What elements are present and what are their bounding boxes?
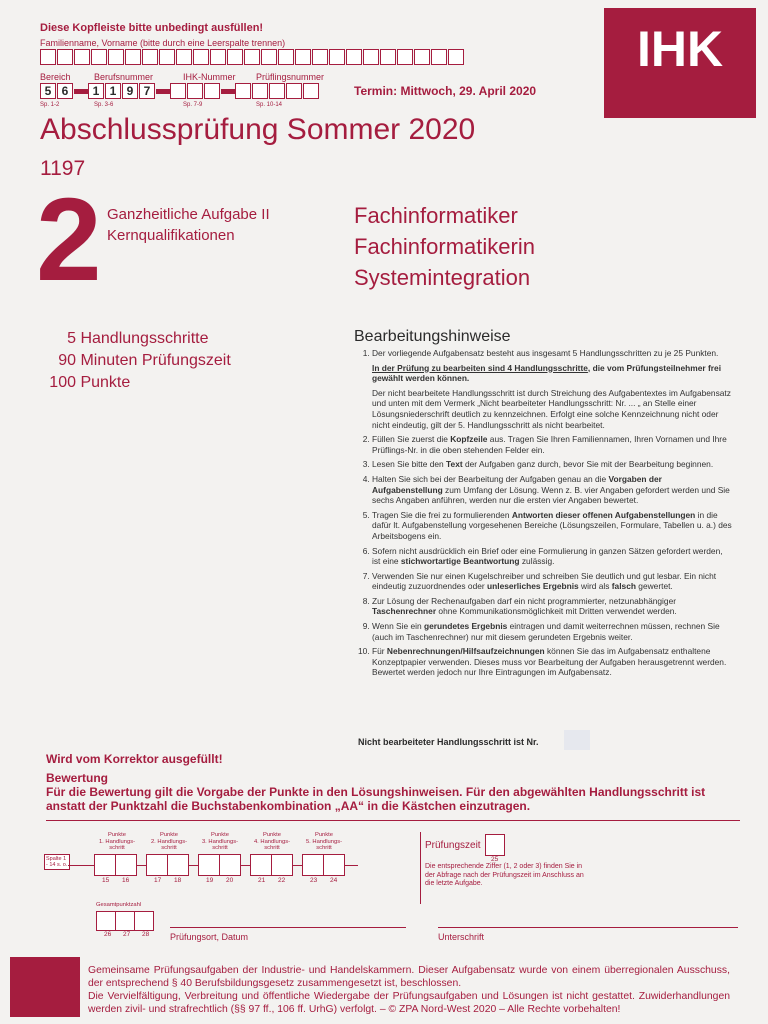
- footer-line: Die Vervielfältigung, Verbreitung und öffentliche Wiedergabe der Prüfungsaufgaben und Lösungen ist nicht gestattet. Zuwiderhandlungen werden zivil- und strafrechtlich (§§ 97 ff., 106 ff. UrhG) verfolgt. – © ZPA Nord-West 2020 – Alle Rechte vorbehalten!: [88, 991, 730, 1015]
- name-char-box[interactable]: [431, 49, 447, 65]
- ihk-label: IHK-Nummer: [183, 72, 236, 82]
- score-box[interactable]: [167, 854, 189, 876]
- step-header: Punkte 2. Handlungs- schritt: [150, 832, 188, 852]
- footer-bar: [10, 957, 80, 1017]
- score-boxes: [94, 854, 364, 878]
- name-char-box[interactable]: [346, 49, 362, 65]
- footer-text: [88, 964, 730, 1016]
- step-header: Punkte 1. Handlungs- schritt: [98, 832, 136, 852]
- bereich-digit[interactable]: 5: [40, 83, 56, 99]
- bereich-digit[interactable]: 6: [57, 83, 73, 99]
- name-char-box[interactable]: [448, 49, 464, 65]
- name-char-box[interactable]: [210, 49, 226, 65]
- col-number: 21: [258, 877, 266, 884]
- ihk-logo: IHK: [604, 8, 756, 118]
- sp-label: Sp. 3-6: [94, 102, 114, 108]
- subject-line: Kernqualifikationen: [107, 227, 235, 244]
- col-number: 18: [174, 877, 182, 884]
- name-char-box[interactable]: [40, 49, 56, 65]
- beruf-digit[interactable]: 7: [139, 83, 155, 99]
- hints-list: [354, 348, 732, 682]
- hint-item: 7. Verwenden Sie nur einen Kugelschreiber und schreiben Sie deutlich und gut lesbar. Ein nicht eindeutig zuzuordnendes oder unleserliches Ergebnis wird als falsch gewertet.: [372, 571, 732, 592]
- not-done-label: Nicht bearbeiteter Handlungsschritt ist Nr.: [358, 737, 539, 747]
- beruf-digit[interactable]: 9: [122, 83, 138, 99]
- beruf-digit[interactable]: 1: [105, 83, 121, 99]
- col-number: 24: [330, 877, 338, 884]
- exam-title: Abschlussprüfung Sommer 2020: [40, 113, 476, 146]
- score-box[interactable]: [146, 854, 168, 876]
- score-box[interactable]: [323, 854, 345, 876]
- step-header: Punkte 3. Handlungs- schritt: [201, 832, 239, 852]
- termin: Termin: Mittwoch, 29. April 2020: [354, 84, 537, 98]
- facts-list: [40, 328, 231, 394]
- ihk-digit[interactable]: [170, 83, 186, 99]
- not-done-field[interactable]: [564, 730, 590, 750]
- hint-item: 5. Tragen Sie die frei zu formulierenden Antworten dieser offenen Aufgabenstellungen in die dafür lt. Aufgabenstellung vorgesehenen Bereiche (Lösungszeilen, Formulare, Tabellen u. a.) des Arbeitsbogens ein.: [372, 510, 732, 542]
- pruef-label: Prüflingsnummer: [256, 72, 325, 82]
- korrektor-heading: Wird vom Korrektor ausgefüllt!: [46, 752, 223, 766]
- name-char-box[interactable]: [380, 49, 396, 65]
- score-box[interactable]: [94, 854, 116, 876]
- gesamt-box[interactable]: [134, 911, 154, 931]
- col-number: 16: [122, 877, 130, 884]
- pruef-digit[interactable]: [235, 83, 251, 99]
- name-char-box[interactable]: [312, 49, 328, 65]
- footer-line: Gemeinsame Prüfungsaufgaben der Industrie- und Handelskammern. Dieser Aufgabensatz wurde von einem überregionalen Ausschuss, der entsprechend § 40 Berufsbildungsgesetz zusammengesetzt ist, beschlossen.: [88, 965, 730, 989]
- bereich-label: Bereich: [40, 72, 71, 82]
- number-fields: [40, 83, 320, 99]
- sp-label: Sp. 7-9: [183, 102, 203, 108]
- hint-item: 8. Zur Lösung der Rechenaufgaben darf ein nicht programmierter, netzunabhängiger Taschenrechner ohne Kommunikationsmöglichkeit mit Dritten verwendet werden.: [372, 596, 732, 617]
- ort-label: Prüfungsort, Datum: [170, 932, 249, 942]
- name-char-box[interactable]: [278, 49, 294, 65]
- name-char-box[interactable]: [227, 49, 243, 65]
- name-label: Familienname, Vorname (bitte durch eine Leerspalte trennen): [40, 38, 286, 48]
- subject-line: Ganzheitliche Aufgabe II: [107, 206, 270, 223]
- profession-line: Fachinformatiker: [354, 203, 518, 228]
- pruefzeit-panel: [420, 832, 591, 904]
- col-number: 25: [491, 856, 499, 863]
- sp-label: Sp. 1-2: [40, 102, 60, 108]
- gesamt-box[interactable]: [96, 911, 116, 931]
- name-char-box[interactable]: [142, 49, 158, 65]
- profession-line: Fachinformatikerin: [354, 234, 535, 259]
- col-number: 15: [102, 877, 110, 884]
- bewertung-text: Für die Bewertung gilt die Vorgabe der Punkte in den Lösungshinweisen. Für den abgewählten Handlungsschritt ist anstatt der Punktzahl die Buchstabenkombination „AA“ in die Kästchen einzutragen.: [46, 785, 706, 813]
- divider: [46, 820, 740, 821]
- hint-item: 3. Lesen Sie bitte den Text der Aufgaben ganz durch, bevor Sie mit der Bearbeitung beginnen.: [372, 459, 732, 470]
- step-header: Punkte 4. Handlungs- schritt: [253, 832, 291, 852]
- hint-item: 9. Wenn Sie ein gerundetes Ergebnis eintragen und damit weiterrechnen müssen, rechnen Sie (auch im Taschenrechner) nur mit diesem gerundeten Ergebnis weiter.: [372, 621, 732, 642]
- big-number: 2: [36, 174, 102, 306]
- step-header: Punkte 5. Handlungs- schritt: [305, 832, 343, 852]
- name-char-box[interactable]: [91, 49, 107, 65]
- col-number: 20: [226, 877, 234, 884]
- pruef-digit[interactable]: [286, 83, 302, 99]
- gesamt-boxes: [96, 911, 162, 931]
- name-char-box[interactable]: [261, 49, 277, 65]
- name-char-box[interactable]: [397, 49, 413, 65]
- sp-label: Sp. 10-14: [256, 102, 283, 108]
- header-instruction: Diese Kopfleiste bitte unbedingt ausfüllen!: [40, 22, 264, 34]
- exam-code: 1197: [40, 157, 86, 180]
- col-number: 19: [206, 877, 214, 884]
- name-char-box[interactable]: [125, 49, 141, 65]
- separator: [74, 83, 88, 99]
- pruef-digit[interactable]: [252, 83, 268, 99]
- separator: [156, 83, 170, 99]
- pruef-digit[interactable]: [303, 83, 319, 99]
- pruefzeit-box[interactable]: [485, 834, 505, 856]
- pruefzeit-text: Die entsprechende Ziffer (1, 2 oder 3) finden Sie in der Abfrage nach der Prüfungszeit im Anschluss an die letzte Aufgabe.: [425, 863, 584, 888]
- unterschrift-line: [438, 927, 738, 928]
- gesamt-box[interactable]: [115, 911, 135, 931]
- col-number: 22: [278, 877, 286, 884]
- name-char-box[interactable]: [176, 49, 192, 65]
- hint-item: 10. Für Nebenrechnungen/Hilfsaufzeichnungen können Sie das im Aufgabensatz enthaltene Konzeptpapier verwenden. Dieses muss vor Bearbeitung der Aufgaben herausgetrennt werden. Bewertet werden jedoch nur Ihre Eintragungen im Aufgabensatz.: [372, 646, 732, 678]
- name-char-box[interactable]: [159, 49, 175, 65]
- ort-line: [170, 927, 406, 928]
- name-char-box[interactable]: [108, 49, 124, 65]
- beruf-digit[interactable]: 1: [88, 83, 104, 99]
- fact-item: 100 Punkte: [49, 374, 131, 391]
- name-char-box[interactable]: [57, 49, 73, 65]
- col-number: 28: [142, 931, 150, 938]
- score-box[interactable]: [250, 854, 272, 876]
- name-char-box[interactable]: [74, 49, 90, 65]
- name-char-box[interactable]: [414, 49, 430, 65]
- pruefzeit-label: Prüfungszeit: [425, 840, 481, 851]
- beruf-label: Berufsnummer: [94, 72, 154, 82]
- fact-item: 90 Minuten Prüfungszeit: [58, 352, 231, 369]
- name-char-box[interactable]: [193, 49, 209, 65]
- col-number: 27: [123, 931, 131, 938]
- gesamt-label: Gesamtpunktzahl: [96, 902, 142, 908]
- score-box[interactable]: [198, 854, 220, 876]
- hints-heading: Bearbeitungshinweise: [354, 328, 511, 345]
- col-number: 26: [104, 931, 112, 938]
- hint-item: 6. Sofern nicht ausdrücklich ein Brief oder eine Formulierung in ganzen Sätzen gefordert werden, ist eine stichwortartige Beantwortung zulässig.: [372, 546, 732, 567]
- profession-line: Systemintegration: [354, 265, 531, 290]
- ihk-digit[interactable]: [204, 83, 220, 99]
- score-box[interactable]: [271, 854, 293, 876]
- col-number: 17: [154, 877, 162, 884]
- ihk-digit[interactable]: [187, 83, 203, 99]
- score-grid: [44, 826, 414, 888]
- name-char-box[interactable]: [363, 49, 379, 65]
- hint-item: 2. Füllen Sie zuerst die Kopfzeile aus. Tragen Sie Ihren Familiennamen, Ihren Vornamen und Ihre Prüflings-Nr. in die oben stehenden Felder ein.: [372, 434, 732, 455]
- hint-item: 1. Der vorliegende Aufgabensatz besteht aus insgesamt 5 Handlungsschritten zu je 25 Punkten. In der Prüfung zu bearbeiten sind 4 Handlungsschritte, die vom Prüfungsteilnehmer frei gewählt werden können. Der nicht bearbeitete Handlungsschritt ist durch Streichung des Aufgabentextes im Aufgabensatz und unten mit dem Vermerk „Nicht bearbeiteter Handlungsschritt: Nr. ... „ an Stelle einer Lösungsniederschrift deutlich zu kennzeichnen. Erfolgt eine solche Kennzeichnung nicht oder nicht eindeutig, gilt der 5. Handlungsschritt als nicht bearbeitet.: [372, 348, 732, 430]
- score-box[interactable]: [219, 854, 241, 876]
- fact-item: 5 Handlungsschritte: [67, 330, 209, 347]
- hint-item: 4. Halten Sie sich bei der Bearbeitung der Aufgaben genau an die Vorgaben der Aufgabenstellung zum Umfang der Lösung. Wenn z. B. vier Angaben gefordert werden und Sie sechs Angaben anführen, werden nur die ersten vier Angaben bewertet.: [372, 474, 732, 506]
- score-box[interactable]: [302, 854, 324, 876]
- unterschrift-label: Unterschrift: [438, 932, 485, 942]
- score-box[interactable]: [115, 854, 137, 876]
- col-number: 23: [310, 877, 318, 884]
- pruef-digit[interactable]: [269, 83, 285, 99]
- name-char-box[interactable]: [295, 49, 311, 65]
- separator: [221, 83, 235, 99]
- bewertung-heading: Bewertung: [46, 771, 109, 785]
- name-char-box[interactable]: [329, 49, 345, 65]
- name-field[interactable]: [40, 49, 465, 65]
- name-char-box[interactable]: [244, 49, 260, 65]
- spalte-label: Spalte 1 - 14 s. o.: [44, 854, 70, 870]
